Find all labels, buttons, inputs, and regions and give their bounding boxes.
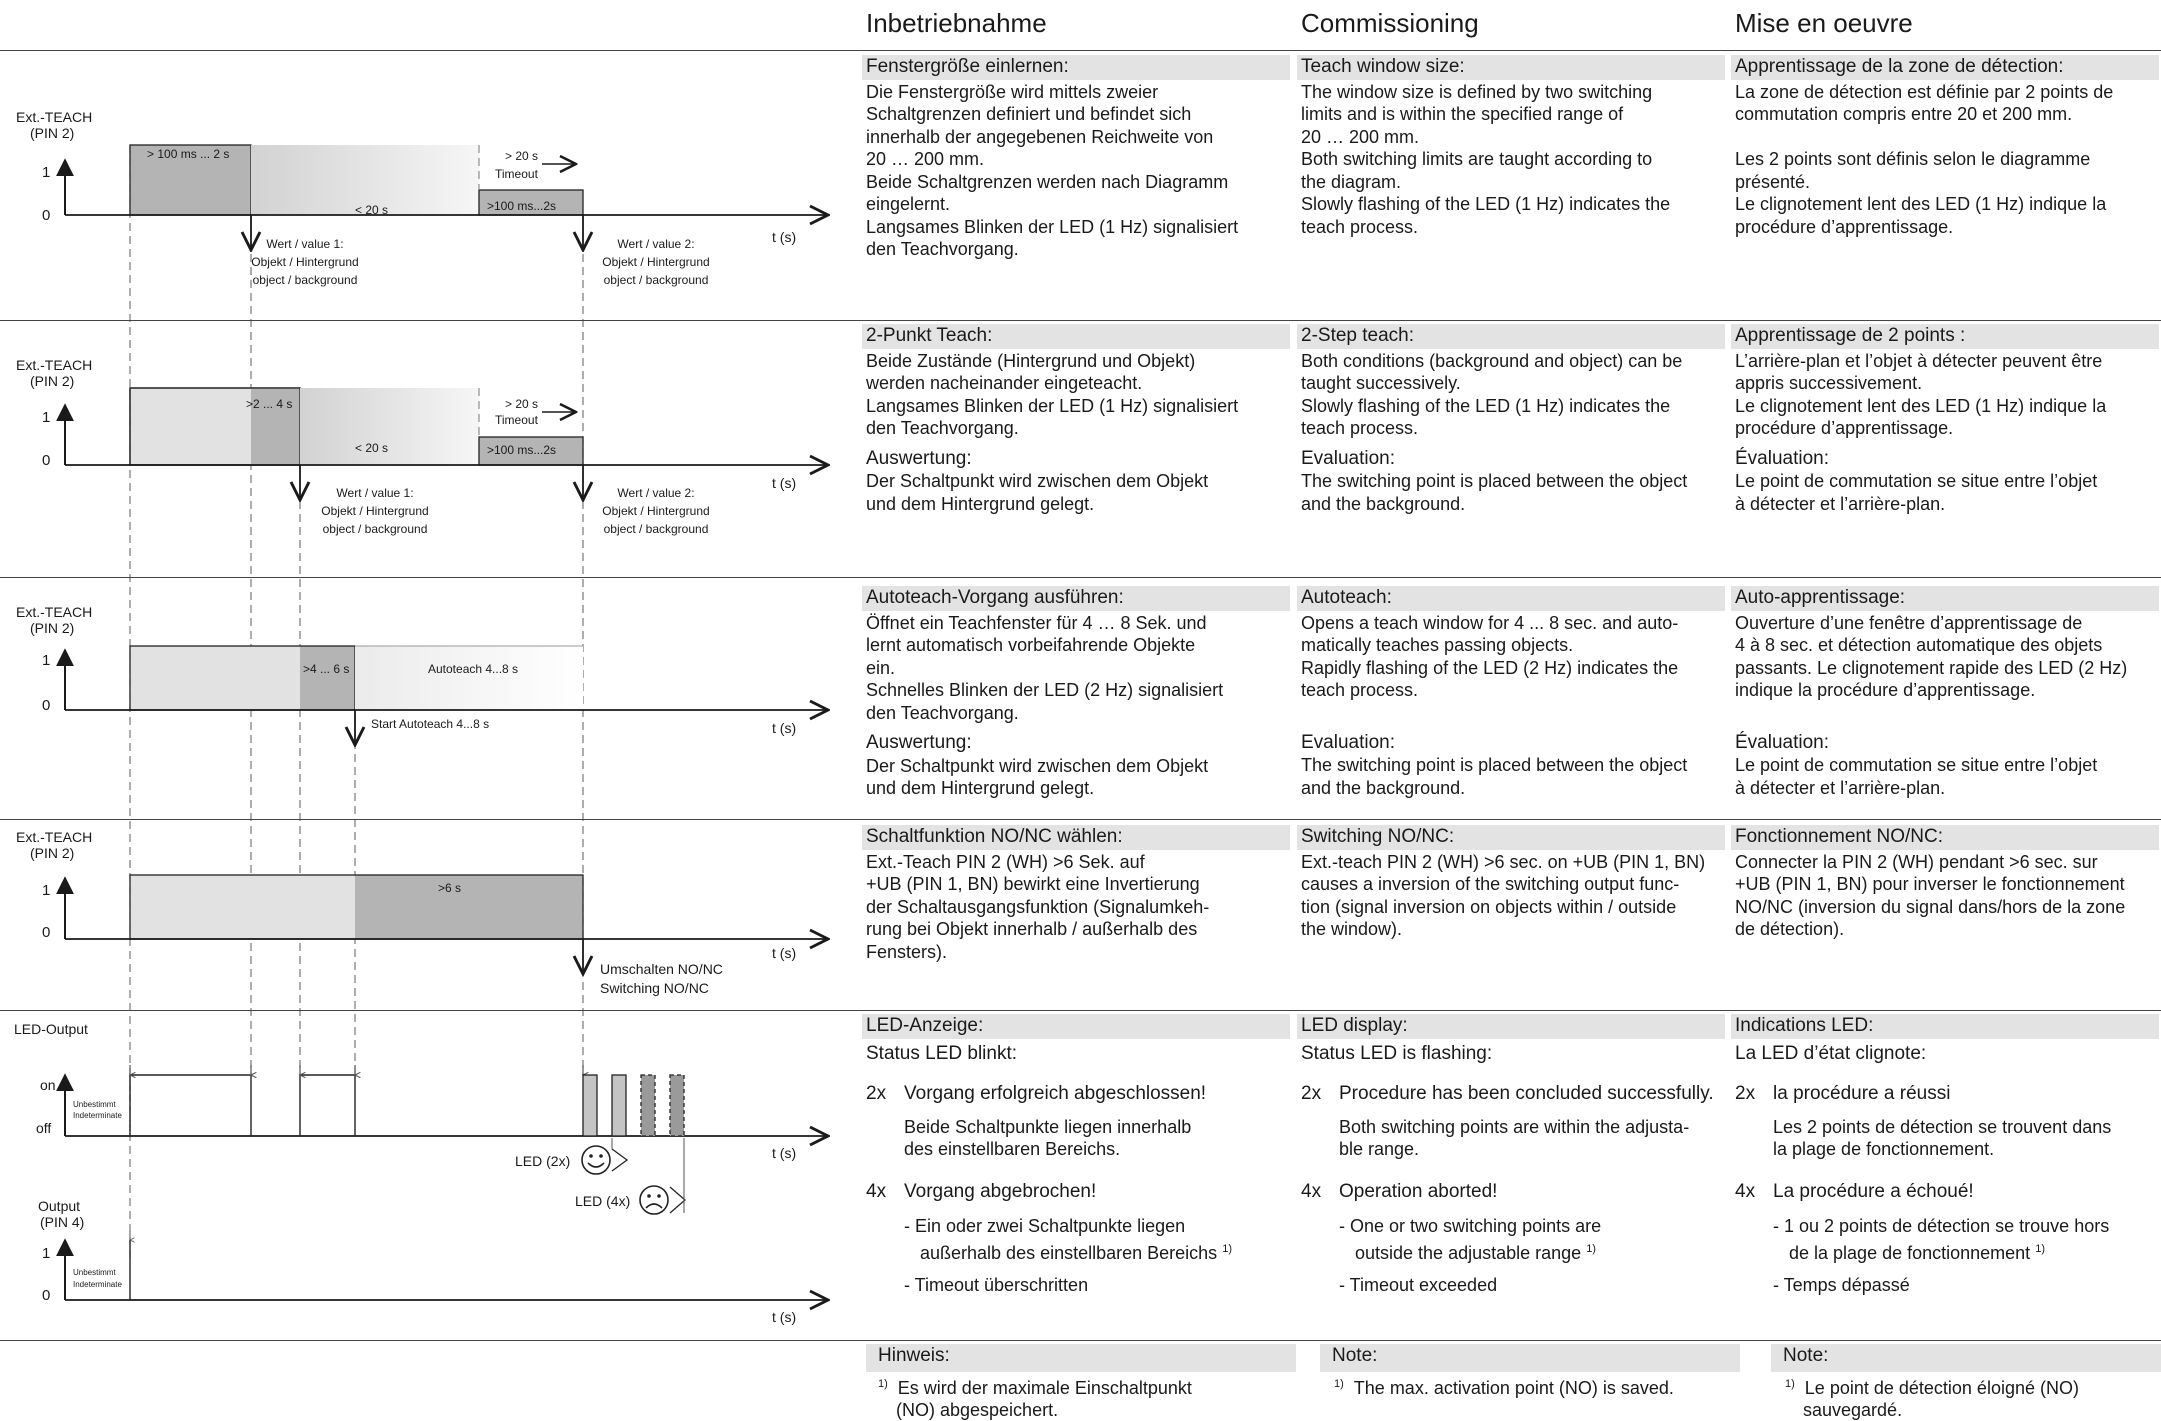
body-line: Beide Zustände (Hintergrund und Objekt)	[866, 350, 1196, 371]
evaluation-heading: Evaluation:	[1301, 447, 1396, 469]
pin4-label: (PIN 4)	[40, 1214, 85, 1230]
body-line: den Teachvorgang.	[866, 239, 1019, 259]
body-line: taught successively.	[1301, 373, 1461, 393]
section-heading: Switching NO/NC:	[1297, 825, 1725, 850]
value2-line3: object / background	[603, 273, 709, 287]
body-line: und dem Hintergrund gelegt.	[866, 778, 1095, 798]
footnote-mark: 1)	[1586, 1242, 1596, 1255]
t-axis-label: t (s)	[772, 475, 797, 491]
footnote-mark: 1)	[1222, 1242, 1232, 1255]
diagram-section-1	[16, 109, 828, 287]
undetermined-label: Unbestimmt	[73, 1100, 116, 1109]
section-heading: Apprentissage de la zone de détection:	[1731, 55, 2159, 80]
body-line: causes a inversion of the switching output func-	[1301, 874, 1680, 894]
footnote-mark: 1)	[1334, 1378, 1344, 1390]
body-line: teach process.	[1301, 680, 1419, 700]
level-0-label: 0	[42, 924, 51, 941]
body-line: Der Schaltpunkt wird zwischen dem Objekt	[866, 755, 1209, 776]
s2-en	[1301, 324, 1721, 515]
desc-line: Both switching points are within the adjusta-	[1339, 1116, 1690, 1137]
status-heading: Status LED blinkt:	[866, 1042, 1018, 1064]
indeterminate-label: Indeterminate	[73, 1280, 122, 1289]
fail-bullet: - One or two switching points are outside the adjustable range $^{1)}$	[1339, 1216, 1602, 1263]
evaluation-heading: Évaluation:	[1735, 447, 1830, 469]
fail-bullet: - Ein oder zwei Schaltpunkte liegen außerhalb des einstellbaren Bereichs $^{1)}$	[904, 1216, 1232, 1263]
led-ok-item	[1301, 1083, 1721, 1161]
footnote-mark: 1)	[1785, 1378, 1795, 1390]
pulse-label: >4 ... 6 s	[303, 662, 350, 676]
ext-teach-label: Ext.-TEACH	[16, 604, 93, 620]
ok-heading: la procédure a réussi	[1773, 1083, 1951, 1104]
timeout-top: > 20 s	[505, 149, 539, 163]
body-line: NO/NC (inversion du signal dans/hors de la zone	[1735, 896, 2126, 917]
body-line: and the background.	[1301, 777, 1466, 798]
evaluation-heading: Auswertung:	[866, 732, 972, 753]
body-line: L’arrière-plan et l’objet à détecter peuvent être	[1735, 350, 2103, 371]
column-title-fr: Mise en oeuvre	[1735, 8, 1913, 38]
section-heading: 2-Punkt Teach:	[862, 324, 1290, 349]
section-heading: Apprentissage de 2 points :	[1731, 324, 2159, 349]
body-line: Der Schaltpunkt wird zwischen dem Objekt	[866, 471, 1209, 491]
value2-line1: Wert / value 2:	[617, 237, 695, 251]
level-0-label: 0	[42, 452, 51, 469]
note-text-fr: $^{1)}$ Le point de détection éloigné (NO) sauvegardé.	[1785, 1378, 2079, 1420]
wait-window	[300, 388, 479, 465]
body-line: +UB (PIN 1, BN) bewirkt eine Invertierung	[866, 874, 1200, 894]
body-line: den Teachvorgang.	[866, 418, 1019, 438]
desc-line: Beide Schaltpunkte liegen innerhalb	[904, 1116, 1192, 1137]
led-output-label: LED-Output	[14, 1021, 88, 1037]
diagram-section-3	[16, 604, 828, 745]
pin2-label: (PIN 2)	[30, 845, 75, 861]
diagram-section-led	[14, 1021, 828, 1325]
evaluation-heading: Évaluation:	[1735, 731, 1830, 753]
start-autoteach-label: Start Autoteach 4...8 s	[371, 717, 490, 731]
level-0-label: 0	[42, 207, 51, 224]
body-line: Langsames Blinken der LED (1 Hz) signalisiert	[866, 395, 1239, 416]
value2-line3: object / background	[603, 522, 709, 536]
level-1-label: 1	[42, 652, 51, 669]
happy-face-icon	[582, 1138, 627, 1174]
body-line: commutation compris entre 20 et 200 mm.	[1735, 104, 2073, 124]
pulse-short-label: >100 ms...2s	[487, 199, 557, 213]
off-label: off	[36, 1120, 52, 1136]
body-line: Beide Schaltgrenzen werden nach Diagramm	[866, 171, 1229, 192]
s3-fr	[1735, 586, 2155, 799]
led-flash-ok-1	[583, 1075, 597, 1136]
body-line: Le point de commutation se situe entre l’objet	[1735, 755, 2098, 775]
body-line: Les 2 points sont définis selon le diagramme	[1735, 149, 2091, 169]
pin2-label: (PIN 2)	[30, 125, 75, 141]
fail-heading: Operation aborted!	[1339, 1180, 1498, 1202]
section-heading: Fenstergröße einlernen:	[862, 55, 1290, 80]
value2-line1: Wert / value 2:	[617, 486, 695, 500]
section-divider	[0, 819, 2161, 820]
section-divider	[0, 1340, 2161, 1341]
lt20-label: < 20 s	[355, 203, 389, 217]
s1-fr	[1735, 55, 2155, 238]
value1-line3: object / background	[252, 273, 358, 287]
body-line: Ouverture d’une fenêtre d’apprentissage de	[1735, 612, 2083, 633]
level-1-label: 1	[42, 164, 51, 181]
led-flash-ok-2	[612, 1075, 626, 1136]
fail-bullet: - 1 ou 2 points de détection se trouve hors de la plage de fonctionnement $^{1)}$	[1773, 1216, 2110, 1263]
desc-line: Les 2 points de détection se trouvent dans	[1773, 1116, 2112, 1137]
body-line: lernt automatisch vorbeifahrende Objekte	[866, 635, 1196, 655]
flash-count: 2x	[866, 1083, 887, 1104]
body-line: Both switching limits are taught according to	[1301, 149, 1653, 169]
value1-line1: Wert / value 1:	[266, 237, 344, 251]
body-line: Slowly flashing of the LED (1 Hz) indicates the	[1301, 395, 1671, 416]
body-line: eingelernt.	[866, 194, 951, 214]
body-line: procédure d’apprentissage.	[1735, 418, 1954, 438]
body-line: Fensters).	[866, 941, 948, 962]
body-line: Ext.-Teach PIN 2 (WH) >6 Sek. auf	[866, 851, 1145, 872]
autoteach-window	[355, 646, 583, 710]
flash-count: 2x	[1735, 1083, 1756, 1104]
s2-fr	[1735, 324, 2155, 515]
body-line: Opens a teach window for 4 ... 8 sec. and auto-	[1301, 612, 1679, 633]
body-line: Langsames Blinken der LED (1 Hz) signalisiert	[866, 216, 1239, 237]
ext-teach-label: Ext.-TEACH	[16, 357, 93, 373]
status-heading: La LED d’état clignote:	[1735, 1042, 1927, 1064]
body-line: 4 à 8 sec. et détection automatique des objets	[1735, 635, 2103, 655]
body-line: und dem Hintergrund gelegt.	[866, 493, 1095, 514]
body-line: présenté.	[1735, 171, 1811, 192]
fail-bullet: - Temps dépassé	[1773, 1275, 1910, 1295]
body-line: The switching point is placed between the object	[1301, 471, 1688, 491]
desc-line: des einstellbaren Bereichs.	[904, 1139, 1121, 1159]
body-line: de détection).	[1735, 919, 1845, 939]
timeout-label: Timeout	[495, 167, 538, 181]
timeout-label: Timeout	[495, 413, 538, 427]
t-axis-label: t (s)	[772, 720, 797, 736]
s3-de	[866, 586, 1286, 800]
body-line: Le clignotement lent des LED (1 Hz) indique la	[1735, 395, 2107, 416]
autoteach-window-label: Autoteach 4...8 s	[428, 662, 519, 676]
body-line: La zone de détection est définie par 2 points de	[1735, 81, 2114, 102]
footnote-mark: 1)	[878, 1378, 888, 1390]
led-fail-item	[866, 1181, 1286, 1297]
note-text-en: $^{1)}$ The max. activation point (NO) is saved.	[1334, 1378, 1674, 1398]
body-line: 20 … 200 mm.	[866, 149, 985, 169]
level-0-label: 0	[42, 1287, 51, 1304]
desc-line: ble range.	[1339, 1139, 1420, 1159]
teach-pulse-tail	[300, 646, 355, 710]
flash-count: 4x	[866, 1180, 887, 1202]
flash-count: 4x	[1735, 1180, 1756, 1202]
status-heading: Status LED is flashing:	[1301, 1042, 1493, 1064]
led-2x-label: LED (2x)	[515, 1153, 571, 1169]
body-line	[1735, 126, 2155, 149]
section-heading: Indications LED:	[1731, 1014, 2159, 1039]
section-heading: Autoteach:	[1297, 586, 1725, 611]
body-line: Rapidly flashing of the LED (2 Hz) indicates the	[1301, 657, 1679, 678]
pulse-label: >6 s	[438, 881, 462, 895]
s4-de	[866, 825, 1286, 963]
body-line: werden nacheinander eingeteacht.	[866, 373, 1143, 393]
led-4x-label: LED (4x)	[575, 1193, 631, 1209]
switch-label-2: Switching NO/NC	[600, 980, 709, 996]
fail-heading: La procédure a échoué!	[1773, 1180, 1974, 1202]
value1-line1: Wert / value 1:	[336, 486, 414, 500]
body-line: +UB (PIN 1, BN) pour inverser le fonctionnement	[1735, 874, 2125, 894]
body-line: innerhalb der angegebenen Reichweite von	[866, 126, 1214, 147]
section-divider	[0, 577, 2161, 578]
level-1-label: 1	[42, 1245, 51, 1262]
on-label: on	[40, 1077, 56, 1093]
t-axis-label: t (s)	[772, 1145, 797, 1161]
body-line: rung bei Objekt innerhalb / außerhalb des	[866, 919, 1198, 939]
section-divider	[0, 320, 2161, 321]
led-flash-fail-3	[641, 1075, 655, 1136]
body-line: Both conditions (background and object) can be	[1301, 350, 1683, 371]
value1-line3: object / background	[322, 522, 428, 536]
s5-fr	[1735, 1014, 2155, 1297]
switch-label-1: Umschalten NO/NC	[600, 961, 723, 977]
fail-bullet: - Timeout exceeded	[1339, 1275, 1498, 1295]
desc-line: la plage de fonctionnement.	[1773, 1139, 1995, 1159]
section-heading: Fonctionnement NO/NC:	[1731, 825, 2159, 850]
t-axis-label: t (s)	[772, 229, 797, 245]
level-0-label: 0	[42, 697, 51, 714]
body-line: den Teachvorgang.	[866, 702, 1019, 723]
body-line: Öffnet ein Teachfenster für 4 … 8 Sek. und	[866, 612, 1207, 633]
body-line: the window).	[1301, 919, 1403, 939]
flash-count: 2x	[1301, 1083, 1322, 1104]
s5-de	[866, 1014, 1286, 1297]
section-heading: LED-Anzeige:	[862, 1014, 1290, 1039]
body-line: Le clignotement lent des LED (1 Hz) indique la	[1735, 194, 2107, 214]
flash-count: 4x	[1301, 1180, 1322, 1202]
ok-heading: Vorgang erfolgreich abgeschlossen!	[904, 1083, 1207, 1104]
body-line: matically teaches passing objects.	[1301, 635, 1574, 655]
level-1-label: 1	[42, 409, 51, 426]
body-line: limits and is within the specified range of	[1301, 104, 1624, 124]
pulse-label: > 100 ms ... 2 s	[147, 147, 230, 161]
s1-en	[1301, 55, 1721, 238]
ext-teach-label: Ext.-TEACH	[16, 109, 93, 125]
note-heading-fr: Note:	[1771, 1344, 2161, 1372]
t-axis-label: t (s)	[772, 1309, 797, 1325]
led-pulse-1	[130, 1075, 251, 1136]
body-line: and the background.	[1301, 493, 1466, 514]
undetermined-label: Unbestimmt	[73, 1268, 116, 1277]
pulse-short-label: >100 ms...2s	[487, 443, 557, 457]
teach-pulse-tail	[355, 875, 583, 939]
ok-heading: Procedure has been concluded successfully.	[1339, 1083, 1714, 1104]
t-axis-label: t (s)	[772, 945, 797, 961]
body-line: Connecter la PIN 2 (WH) pendant >6 sec. sur	[1735, 851, 2098, 872]
body-line: The window size is defined by two switching	[1301, 81, 1653, 102]
section-heading: Autoteach-Vorgang ausführen:	[862, 586, 1290, 611]
footnote-mark: 1)	[2035, 1242, 2045, 1255]
led-fail-item	[1735, 1181, 2155, 1297]
body-line: teach process.	[1301, 216, 1419, 237]
led-flash-fail-4	[670, 1075, 684, 1136]
s5-en	[1301, 1014, 1721, 1297]
body-line: appris successivement.	[1735, 373, 1923, 393]
fail-heading: Vorgang abgebrochen!	[904, 1180, 1097, 1202]
timing-diagram	[0, 0, 860, 1417]
pin2-label: (PIN 2)	[30, 373, 75, 389]
led-fail-item	[1301, 1181, 1721, 1297]
sad-face-icon	[640, 1138, 685, 1214]
indeterminate-label: Indeterminate	[73, 1111, 122, 1120]
note-text-de: $^{1)}$ Es wird der maximale Einschaltpunkt (NO) abgespeichert.	[878, 1378, 1192, 1420]
body-line: Le point de commutation se situe entre l’objet	[1735, 471, 2098, 491]
body-line: passants. Le clignotement rapide des LED (2 Hz)	[1735, 657, 2128, 678]
column-title-en: Commissioning	[1301, 8, 1479, 38]
evaluation-heading: Evaluation:	[1301, 731, 1396, 753]
section-heading: LED display:	[1297, 1014, 1725, 1039]
body-line: indique la procédure d’apprentissage.	[1735, 680, 2036, 700]
lt20-label: < 20 s	[355, 441, 389, 455]
s3-en	[1301, 586, 1721, 799]
body-line: Schnelles Blinken der LED (2 Hz) signalisiert	[866, 680, 1224, 700]
section-heading: Schaltfunktion NO/NC wählen:	[862, 825, 1290, 850]
body-line: à détecter et l’arrière-plan.	[1735, 493, 1946, 514]
body-line: the diagram.	[1301, 171, 1402, 192]
ext-teach-label: Ext.-TEACH	[16, 829, 93, 845]
body-line: ein.	[866, 657, 896, 678]
led-pulse-2	[300, 1075, 355, 1136]
section-heading: Teach window size:	[1297, 55, 1725, 80]
s4-fr	[1735, 825, 2155, 941]
column-title-de: Inbetriebnahme	[866, 8, 1047, 38]
s1-de	[866, 55, 1286, 261]
timeout-top: > 20 s	[505, 397, 539, 411]
value2-line2: Objekt / Hintergrund	[602, 504, 710, 518]
body-line: 20 … 200 mm.	[1301, 126, 1420, 147]
body-line: teach process.	[1301, 418, 1419, 438]
level-1-label: 1	[42, 882, 51, 899]
body-line: The switching point is placed between the object	[1301, 755, 1688, 775]
s2-de	[866, 324, 1286, 515]
led-ok-item	[1735, 1083, 2155, 1161]
section-divider	[0, 1010, 2161, 1011]
output-label: Output	[38, 1198, 81, 1214]
evaluation-heading: Auswertung:	[866, 447, 972, 469]
body-line: Die Fenstergröße wird mittels zweier	[866, 81, 1159, 102]
body-line: procédure d’apprentissage.	[1735, 216, 1954, 237]
section-divider	[0, 50, 2161, 51]
body-line: Ext.-teach PIN 2 (WH) >6 sec. on +UB (PIN 1, BN)	[1301, 851, 1706, 872]
led-ok-item	[866, 1083, 1286, 1161]
value2-line2: Objekt / Hintergrund	[602, 255, 710, 269]
body-line: Slowly flashing of the LED (1 Hz) indicates the	[1301, 194, 1671, 214]
pin2-label: (PIN 2)	[30, 620, 75, 636]
pulse-label: >2 ... 4 s	[246, 397, 293, 411]
section-heading: Auto-apprentissage:	[1731, 586, 2159, 611]
value1-line2: Objekt / Hintergrund	[321, 504, 429, 518]
note-heading-en: Note:	[1320, 1344, 1740, 1372]
s4-en	[1301, 825, 1721, 941]
value1-line2: Objekt / Hintergrund	[251, 255, 359, 269]
diagram-section-2	[16, 357, 828, 536]
body-line: Schaltgrenzen definiert und befindet sich	[866, 104, 1192, 124]
body-line: der Schaltausgangsfunktion (Signalumkeh-	[866, 896, 1210, 917]
note-heading-de: Hinweis:	[866, 1344, 1296, 1372]
body-line: tion (signal inversion on objects within / outside	[1301, 896, 1677, 917]
body-line: à détecter et l’arrière-plan.	[1735, 777, 1946, 798]
fail-bullet: - Timeout überschritten	[904, 1275, 1089, 1295]
section-heading: 2-Step teach:	[1297, 324, 1725, 349]
diagram-section-4	[16, 829, 828, 996]
